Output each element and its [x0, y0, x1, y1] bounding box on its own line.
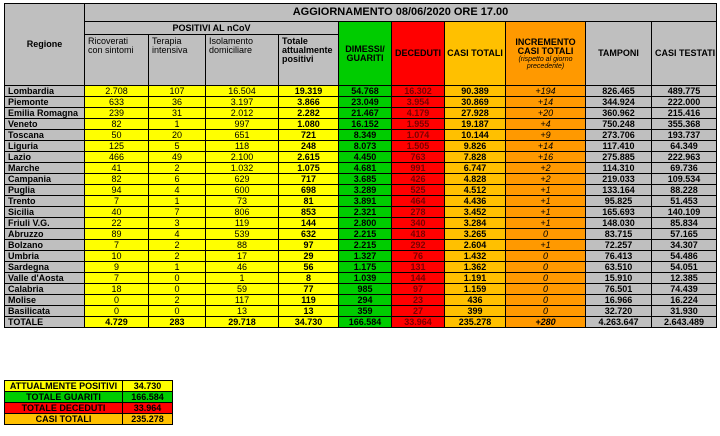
table-title: AGGIORNAMENTO 08/06/2020 ORE 17.00: [85, 4, 717, 22]
cell-incremento: +1: [506, 207, 586, 218]
cell-terapia: 2: [149, 240, 206, 251]
cell-tamponi: 275.885: [586, 152, 652, 163]
cell-casi: 30.869: [445, 97, 506, 108]
cell-dimessi: 3.289: [339, 185, 392, 196]
cell-tamponi: 32.720: [586, 306, 652, 317]
cell-testati: 355.368: [652, 119, 717, 130]
cell-incremento: +1: [506, 218, 586, 229]
cell-ricoverati: 239: [85, 108, 149, 119]
cell-dimessi: 8.073: [339, 141, 392, 152]
cell-totale: 632: [279, 229, 339, 240]
cell-terapia: 107: [149, 86, 206, 97]
cell-ricoverati: 22: [85, 218, 149, 229]
cell-ricoverati: 7: [85, 273, 149, 284]
cell-isolamento: 29.718: [206, 317, 279, 328]
cell-tamponi: 133.164: [586, 185, 652, 196]
cell-totale: 3.866: [279, 97, 339, 108]
cell-testati: 54.486: [652, 251, 717, 262]
cell-deceduti: 464: [392, 196, 445, 207]
cell-casi: 6.747: [445, 163, 506, 174]
cell-testati: 34.307: [652, 240, 717, 251]
summary-label: TOTALE DECEDUTI: [5, 403, 123, 414]
cell-isolamento: 1: [206, 273, 279, 284]
header-totale-positivi: Totale attualmente positivi: [279, 35, 339, 86]
table-row: [5, 97, 717, 108]
cell-casi: 9.826: [445, 141, 506, 152]
cell-incremento: 0: [506, 262, 586, 273]
cell-testati: 88.228: [652, 185, 717, 196]
cell-deceduti: 1.505: [392, 141, 445, 152]
cell-terapia: 3: [149, 218, 206, 229]
cell-dimessi: 1.039: [339, 273, 392, 284]
cell-casi: 4.436: [445, 196, 506, 207]
cell-terapia: 31: [149, 108, 206, 119]
cell-region: Emilia Romagna: [5, 108, 85, 119]
summary-value: 235.278: [123, 414, 173, 425]
cell-isolamento: 997: [206, 119, 279, 130]
header-casi-testati: CASI TESTATI: [652, 22, 717, 86]
cell-ricoverati: 7: [85, 240, 149, 251]
cell-terapia: 2: [149, 295, 206, 306]
cell-casi: 10.144: [445, 130, 506, 141]
cell-ricoverati: 18: [85, 284, 149, 295]
cell-incremento: +194: [506, 86, 586, 97]
cell-tamponi: 76.501: [586, 284, 652, 295]
cell-isolamento: 118: [206, 141, 279, 152]
cell-tamponi: 360.962: [586, 108, 652, 119]
cell-totale: 717: [279, 174, 339, 185]
table-row: [5, 152, 717, 163]
cell-ricoverati: 7: [85, 196, 149, 207]
cell-incremento: +1: [506, 196, 586, 207]
table-row: [5, 284, 717, 295]
cell-casi: 19.187: [445, 119, 506, 130]
cell-totale: 56: [279, 262, 339, 273]
cell-deceduti: 292: [392, 240, 445, 251]
cell-incremento: +14: [506, 141, 586, 152]
cell-terapia: 2: [149, 163, 206, 174]
cell-ricoverati: 0: [85, 295, 149, 306]
cell-region: Valle d'Aosta: [5, 273, 85, 284]
cell-isolamento: 806: [206, 207, 279, 218]
cell-casi: 7.828: [445, 152, 506, 163]
table-row: [5, 218, 717, 229]
cell-dimessi: 166.584: [339, 317, 392, 328]
cell-isolamento: 16.504: [206, 86, 279, 97]
covid-data-table: [4, 3, 717, 328]
summary-value: 166.584: [123, 392, 173, 403]
cell-deceduti: 33.964: [392, 317, 445, 328]
cell-incremento: +2: [506, 163, 586, 174]
cell-region: Basilicata: [5, 306, 85, 317]
cell-terapia: 283: [149, 317, 206, 328]
cell-dimessi: 2.215: [339, 229, 392, 240]
cell-tamponi: 826.465: [586, 86, 652, 97]
cell-deceduti: 525: [392, 185, 445, 196]
cell-dimessi: 3.685: [339, 174, 392, 185]
cell-tamponi: 273.706: [586, 130, 652, 141]
cell-isolamento: 539: [206, 229, 279, 240]
table-row: [5, 185, 717, 196]
cell-dimessi: 23.049: [339, 97, 392, 108]
cell-ricoverati: 2.708: [85, 86, 149, 97]
cell-terapia: 0: [149, 273, 206, 284]
cell-ricoverati: 9: [85, 262, 149, 273]
cell-casi: 1.191: [445, 273, 506, 284]
cell-region: Friuli V.G.: [5, 218, 85, 229]
cell-totale: 119: [279, 295, 339, 306]
cell-terapia: 4: [149, 229, 206, 240]
cell-dimessi: 54.768: [339, 86, 392, 97]
cell-casi: 3.452: [445, 207, 506, 218]
table-row: [5, 207, 717, 218]
cell-totale: 144: [279, 218, 339, 229]
cell-ricoverati: 94: [85, 185, 149, 196]
cell-deceduti: 418: [392, 229, 445, 240]
cell-deceduti: 27: [392, 306, 445, 317]
cell-isolamento: 13: [206, 306, 279, 317]
cell-testati: 140.109: [652, 207, 717, 218]
cell-casi: 399: [445, 306, 506, 317]
cell-deceduti: 23: [392, 295, 445, 306]
cell-deceduti: 16.302: [392, 86, 445, 97]
cell-dimessi: 8.349: [339, 130, 392, 141]
cell-region: Piemonte: [5, 97, 85, 108]
header-casi-totali: CASI TOTALI: [445, 22, 506, 86]
cell-region: Bolzano: [5, 240, 85, 251]
cell-incremento: 0: [506, 295, 586, 306]
cell-terapia: 2: [149, 251, 206, 262]
cell-casi: 3.265: [445, 229, 506, 240]
cell-tamponi: 4.263.647: [586, 317, 652, 328]
table-row: [5, 119, 717, 130]
cell-casi: 4.512: [445, 185, 506, 196]
cell-tamponi: 148.030: [586, 218, 652, 229]
cell-casi: 235.278: [445, 317, 506, 328]
cell-ricoverati: 82: [85, 174, 149, 185]
cell-terapia: 1: [149, 196, 206, 207]
cell-totale: 13: [279, 306, 339, 317]
cell-ricoverati: 633: [85, 97, 149, 108]
summary-value: 34.730: [123, 381, 173, 392]
cell-totale: 97: [279, 240, 339, 251]
summary-table: [4, 380, 173, 425]
summary-value: 33.964: [123, 403, 173, 414]
cell-testati: 51.453: [652, 196, 717, 207]
cell-tamponi: 16.966: [586, 295, 652, 306]
table-row: [5, 251, 717, 262]
cell-isolamento: 17: [206, 251, 279, 262]
cell-totale: 2.282: [279, 108, 339, 119]
cell-region: Toscana: [5, 130, 85, 141]
cell-dimessi: 1.327: [339, 251, 392, 262]
cell-incremento: +1: [506, 240, 586, 251]
table-row: [5, 86, 717, 97]
cell-ricoverati: 89: [85, 229, 149, 240]
cell-isolamento: 651: [206, 130, 279, 141]
cell-tamponi: 750.248: [586, 119, 652, 130]
cell-totale: 29: [279, 251, 339, 262]
cell-totale: 721: [279, 130, 339, 141]
cell-tamponi: 165.693: [586, 207, 652, 218]
cell-terapia: 0: [149, 284, 206, 295]
cell-testati: 109.534: [652, 174, 717, 185]
table-row: [5, 295, 717, 306]
table-row: [5, 174, 717, 185]
table-row: [5, 130, 717, 141]
cell-region: Abruzzo: [5, 229, 85, 240]
cell-testati: 31.930: [652, 306, 717, 317]
cell-incremento: +9: [506, 130, 586, 141]
cell-terapia: 49: [149, 152, 206, 163]
cell-ricoverati: 41: [85, 163, 149, 174]
cell-incremento: +4: [506, 119, 586, 130]
cell-dimessi: 985: [339, 284, 392, 295]
cell-isolamento: 117: [206, 295, 279, 306]
cell-tamponi: 83.715: [586, 229, 652, 240]
table-row: [5, 273, 717, 284]
cell-totale: 853: [279, 207, 339, 218]
cell-dimessi: 4.450: [339, 152, 392, 163]
table-row: [5, 262, 717, 273]
cell-dimessi: 2.215: [339, 240, 392, 251]
cell-incremento: +14: [506, 97, 586, 108]
cell-dimessi: 1.175: [339, 262, 392, 273]
cell-incremento: +20: [506, 108, 586, 119]
cell-testati: 54.051: [652, 262, 717, 273]
cell-testati: 489.775: [652, 86, 717, 97]
cell-incremento: 0: [506, 229, 586, 240]
cell-casi: 436: [445, 295, 506, 306]
cell-dimessi: 359: [339, 306, 392, 317]
cell-terapia: 0: [149, 306, 206, 317]
cell-casi: 2.604: [445, 240, 506, 251]
cell-dimessi: 16.152: [339, 119, 392, 130]
header-incremento: [506, 22, 586, 86]
cell-casi: 27.928: [445, 108, 506, 119]
cell-ricoverati: 50: [85, 130, 149, 141]
cell-isolamento: 1.032: [206, 163, 279, 174]
cell-isolamento: 2.012: [206, 108, 279, 119]
cell-dimessi: 4.681: [339, 163, 392, 174]
cell-region: TOTALE: [5, 317, 85, 328]
table-row: [5, 196, 717, 207]
cell-incremento: +2: [506, 174, 586, 185]
cell-deceduti: 3.954: [392, 97, 445, 108]
cell-isolamento: 600: [206, 185, 279, 196]
cell-casi: 4.828: [445, 174, 506, 185]
cell-totale: 698: [279, 185, 339, 196]
cell-region: Sicilia: [5, 207, 85, 218]
cell-terapia: 36: [149, 97, 206, 108]
cell-ricoverati: 0: [85, 306, 149, 317]
cell-deceduti: 1.074: [392, 130, 445, 141]
cell-tamponi: 15.910: [586, 273, 652, 284]
cell-dimessi: 294: [339, 295, 392, 306]
cell-dimessi: 2.800: [339, 218, 392, 229]
summary-label: ATTUALMENTE POSITIVI: [5, 381, 123, 392]
cell-totale: 2.615: [279, 152, 339, 163]
cell-region: Molise: [5, 295, 85, 306]
cell-ricoverati: 4.729: [85, 317, 149, 328]
cell-testati: 85.834: [652, 218, 717, 229]
cell-isolamento: 119: [206, 218, 279, 229]
cell-testati: 69.736: [652, 163, 717, 174]
header-dimessi: DIMESSI/ GUARITI: [339, 22, 392, 86]
cell-isolamento: 73: [206, 196, 279, 207]
cell-region: Trento: [5, 196, 85, 207]
table-row: [5, 240, 717, 251]
header-deceduti: DECEDUTI: [392, 22, 445, 86]
cell-totale: 77: [279, 284, 339, 295]
cell-ricoverati: 82: [85, 119, 149, 130]
cell-tamponi: 117.410: [586, 141, 652, 152]
cell-deceduti: 131: [392, 262, 445, 273]
cell-terapia: 1: [149, 262, 206, 273]
cell-region: Sardegna: [5, 262, 85, 273]
cell-incremento: +280: [506, 317, 586, 328]
cell-incremento: 0: [506, 273, 586, 284]
cell-testati: 12.385: [652, 273, 717, 284]
cell-terapia: 7: [149, 207, 206, 218]
header-incremento-label: INCREMENTO CASI TOTALI: [515, 36, 576, 56]
header-regione: Regione: [5, 4, 85, 86]
cell-region: Campania: [5, 174, 85, 185]
cell-terapia: 6: [149, 174, 206, 185]
cell-tamponi: 344.924: [586, 97, 652, 108]
cell-isolamento: 46: [206, 262, 279, 273]
header-ricoverati: Ricoverati con sintomi: [85, 35, 149, 86]
header-isolamento: Isolamento domiciliare: [206, 35, 279, 86]
cell-totale: 1.080: [279, 119, 339, 130]
cell-isolamento: 59: [206, 284, 279, 295]
cell-terapia: 20: [149, 130, 206, 141]
cell-totale: 8: [279, 273, 339, 284]
cell-totale: 248: [279, 141, 339, 152]
cell-isolamento: 3.197: [206, 97, 279, 108]
cell-casi: 1.159: [445, 284, 506, 295]
table-row: [5, 141, 717, 152]
cell-testati: 222.000: [652, 97, 717, 108]
cell-ricoverati: 466: [85, 152, 149, 163]
cell-tamponi: 72.257: [586, 240, 652, 251]
cell-dimessi: 3.891: [339, 196, 392, 207]
header-terapia: Terapia intensiva: [149, 35, 206, 86]
cell-region: Umbria: [5, 251, 85, 262]
cell-testati: 64.349: [652, 141, 717, 152]
cell-testati: 57.165: [652, 229, 717, 240]
table-body: [5, 86, 717, 328]
cell-testati: 74.439: [652, 284, 717, 295]
summary-row: [5, 403, 173, 414]
cell-ricoverati: 10: [85, 251, 149, 262]
cell-ricoverati: 40: [85, 207, 149, 218]
cell-casi: 1.432: [445, 251, 506, 262]
cell-terapia: 5: [149, 141, 206, 152]
cell-deceduti: 1.955: [392, 119, 445, 130]
cell-deceduti: 4.179: [392, 108, 445, 119]
cell-deceduti: 340: [392, 218, 445, 229]
cell-isolamento: 88: [206, 240, 279, 251]
summary-label: TOTALE GUARITI: [5, 392, 123, 403]
cell-testati: 16.224: [652, 295, 717, 306]
cell-totale: 1.075: [279, 163, 339, 174]
cell-tamponi: 76.413: [586, 251, 652, 262]
cell-totale: 34.730: [279, 317, 339, 328]
summary-label: CASI TOTALI: [5, 414, 123, 425]
cell-region: Veneto: [5, 119, 85, 130]
cell-region: Lombardia: [5, 86, 85, 97]
cell-tamponi: 95.825: [586, 196, 652, 207]
cell-testati: 2.643.489: [652, 317, 717, 328]
cell-tamponi: 114.310: [586, 163, 652, 174]
cell-testati: 215.416: [652, 108, 717, 119]
cell-isolamento: 629: [206, 174, 279, 185]
cell-tamponi: 63.510: [586, 262, 652, 273]
cell-incremento: +1: [506, 185, 586, 196]
cell-deceduti: 426: [392, 174, 445, 185]
header-incremento-note: (rispetto al giorno precedente): [518, 55, 573, 70]
cell-region: Calabria: [5, 284, 85, 295]
cell-isolamento: 2.100: [206, 152, 279, 163]
cell-testati: 222.963: [652, 152, 717, 163]
table-row: [5, 306, 717, 317]
table-row: [5, 229, 717, 240]
cell-incremento: 0: [506, 284, 586, 295]
table-row: [5, 163, 717, 174]
cell-incremento: +16: [506, 152, 586, 163]
cell-incremento: 0: [506, 306, 586, 317]
cell-totale: 19.319: [279, 86, 339, 97]
cell-casi: 3.284: [445, 218, 506, 229]
cell-region: Puglia: [5, 185, 85, 196]
cell-casi: 1.362: [445, 262, 506, 273]
cell-region: Liguria: [5, 141, 85, 152]
cell-terapia: 1: [149, 119, 206, 130]
cell-region: Lazio: [5, 152, 85, 163]
cell-totale: 81: [279, 196, 339, 207]
cell-deceduti: 763: [392, 152, 445, 163]
header-positivi: POSITIVI AL nCoV: [85, 22, 339, 35]
cell-deceduti: 278: [392, 207, 445, 218]
cell-ricoverati: 125: [85, 141, 149, 152]
cell-incremento: 0: [506, 251, 586, 262]
cell-region: Marche: [5, 163, 85, 174]
cell-deceduti: 76: [392, 251, 445, 262]
total-row: [5, 317, 717, 328]
cell-tamponi: 219.033: [586, 174, 652, 185]
cell-casi: 90.389: [445, 86, 506, 97]
table-row: [5, 108, 717, 119]
cell-terapia: 4: [149, 185, 206, 196]
cell-dimessi: 21.467: [339, 108, 392, 119]
cell-deceduti: 991: [392, 163, 445, 174]
cell-dimessi: 2.321: [339, 207, 392, 218]
cell-deceduti: 97: [392, 284, 445, 295]
summary-row: [5, 392, 173, 403]
header-tamponi: TAMPONI: [586, 22, 652, 86]
summary-row: [5, 414, 173, 425]
cell-testati: 193.737: [652, 130, 717, 141]
summary-row: [5, 381, 173, 392]
cell-deceduti: 144: [392, 273, 445, 284]
